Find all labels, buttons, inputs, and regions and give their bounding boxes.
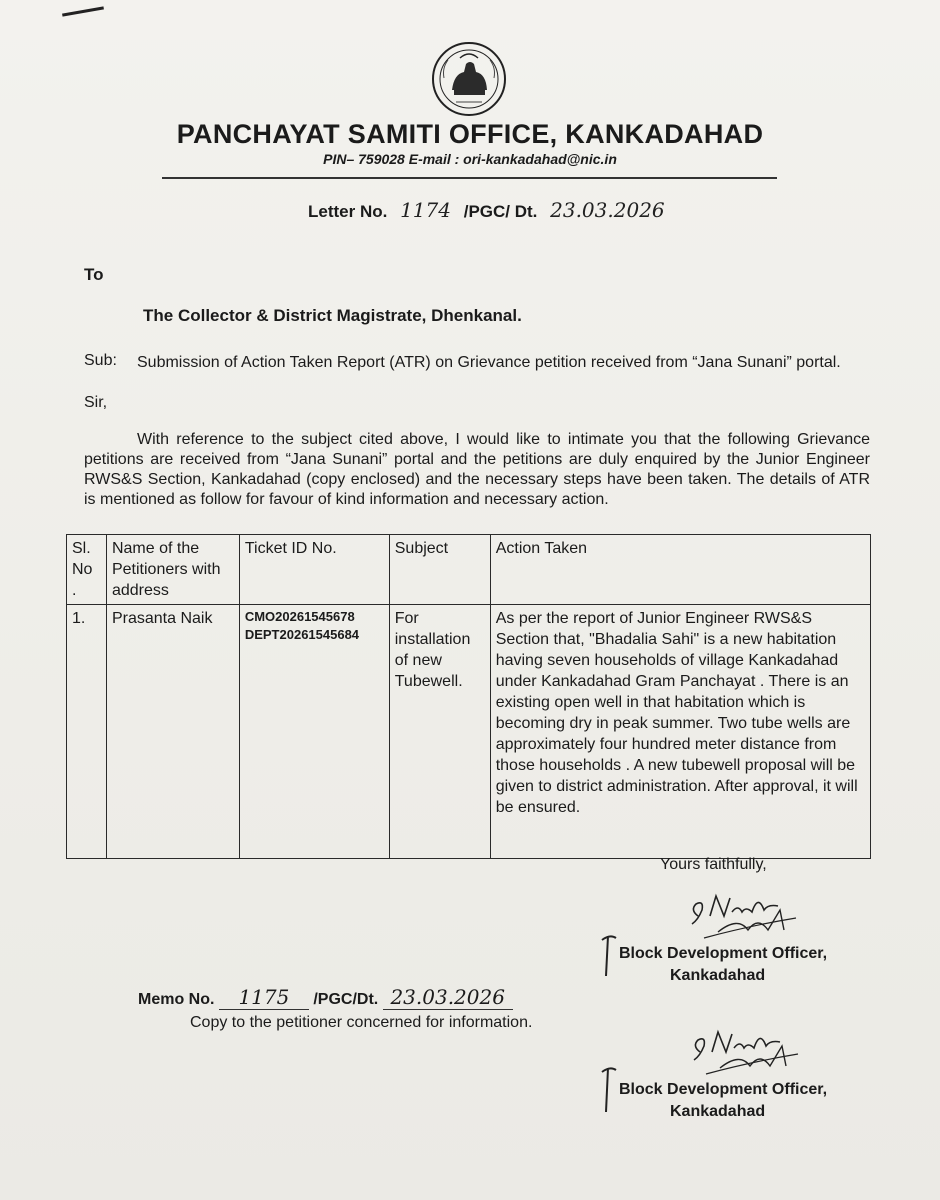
letter-pgc-label: /PGC/ Dt. [463,202,538,221]
office-title: PANCHAYAT SAMITI OFFICE, KANKADAHAD [176,119,764,149]
handwritten-signature-1 [668,886,818,946]
office-pin-email: PIN– 759028 E-mail : ori-kankadahad@nic.in [323,151,617,167]
body-paragraph: With reference to the subject cited above, I would like to intimate you that the following Grievance petitions are received from “Jana Sunani” portal and the petitions are duly enquired by the Junior Engineer RWS&S Section, Kankadahad (copy enclosed) and the necessary steps have been taken. The details of ATR is mentioned as follow for favour of kind information and necessary action. [84,431,870,508]
to-label: To [84,265,104,284]
memo-date: 23.03.2026 [383,985,513,1010]
memo-copy-text: Copy to the petitioner concerned for information. [190,1014,533,1031]
letter-number: 1174 [400,198,451,222]
cell-subject: For installation of new Tubewell. [389,605,490,859]
atr-table [66,534,871,859]
memo-no-label: Memo No. [138,991,215,1008]
salutation: Sir, [84,394,108,411]
memo-number: 1175 [219,985,309,1010]
handwritten-dash-mark [62,6,104,16]
signatory-designation-2: Block Development Officer, [619,1081,828,1098]
letter-no-label: Letter No. [308,202,388,221]
table-row [67,605,871,859]
closing-yours-faithfully: Yours faithfully, [660,856,767,873]
signatory-location-1: Kankadahad [670,967,766,984]
header-action-taken: Action Taken [490,535,870,605]
letter-date: 23.03.2026 [550,198,665,222]
subject-label: Sub: [84,352,117,369]
cell-petitioner-name: Prasanta Naik [106,605,239,859]
header-sl-no: Sl. No . [67,535,107,605]
header-petitioner-name: Name of the Petitioners with address [106,535,239,605]
table-header-row [67,535,871,605]
ticket-id-cmo: CMO20261545678 [244,609,355,624]
header-rule [162,177,777,179]
handwritten-signature-2 [668,1020,818,1080]
subject-text: Submission of Action Taken Report (ATR) on Grievance petition received from “Jana Sunani” portal. [137,354,841,371]
memo-pgc-label: /PGC/Dt. [313,991,379,1008]
cell-sl-no: 1. [67,605,107,859]
header-ticket-id: Ticket ID No. [239,535,389,605]
letter-reference [308,198,673,222]
ticket-id-dept: DEPT20261545684 [244,627,360,642]
odisha-emblem-seal [430,38,508,120]
header-subject: Subject [389,535,490,605]
signatory-block-2 [605,1079,827,1123]
memo-reference [138,985,513,1010]
signatory-location-2: Kankadahad [670,1103,766,1120]
signatory-designation-1: Block Development Officer, [619,945,828,962]
cell-action-taken: As per the report of Junior Engineer RWS&S Section that, "Bhadalia Sahi" is a new habitation having seven households of village Kankadahad under Kankadahad Gram Panchayat . There is an existing open well in that habitation which is becoming dry in peak summer. Two tube wells are approximately four hundred meter distance from those households . A new tubewell proposal will be given to district administration. After approval, it will be ensured. [490,605,870,859]
signatory-block-1 [605,943,827,987]
cell-ticket-id [239,605,389,859]
addressee: The Collector & District Magistrate, Dhenkanal. [143,306,522,325]
